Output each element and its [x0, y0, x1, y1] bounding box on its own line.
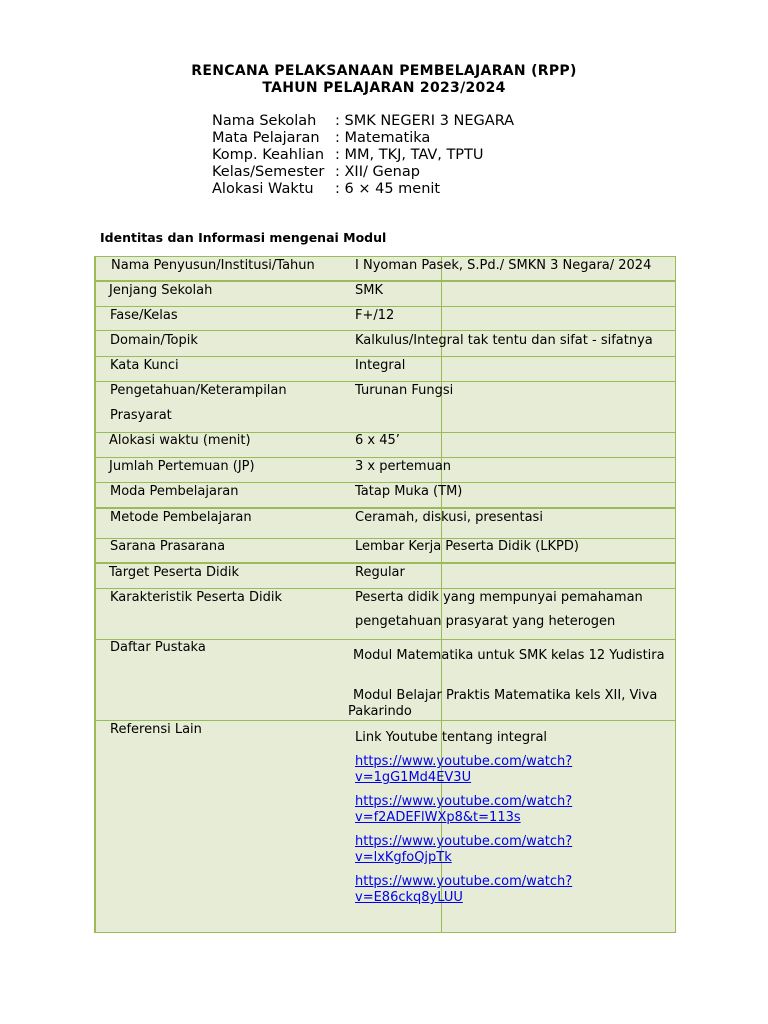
row-label-facilities: Sarana Prasarana: [110, 539, 226, 554]
row-value-time-allocation: 6 x 45’: [355, 433, 400, 448]
row-value-bibliography-2: Modul Belajar Praktis Matematika kels XII, Viva Pakarindo: [348, 688, 658, 719]
row-divider: [94, 330, 676, 331]
row-value-meetings: 3 x pertemuan: [355, 459, 452, 474]
youtube-link-2[interactable]: [355, 794, 615, 826]
row-label-keyword: Kata Kunci: [110, 358, 179, 373]
row-label-domain: Domain/Topik: [110, 333, 198, 348]
row-value-target: Regular: [355, 565, 405, 580]
row-label-other-references: Referensi Lain: [110, 722, 202, 737]
module-info-table: [94, 256, 676, 933]
row-value-school-level: SMK: [355, 283, 383, 298]
row-label-meetings: Jumlah Pertemuan (JP): [109, 459, 255, 474]
info-label: Kelas/Semester: [212, 164, 325, 180]
row-label-prerequisite: Pengetahuan/Keterampilan: [110, 383, 287, 398]
row-label-learning-method: Metode Pembelajaran: [110, 510, 252, 525]
youtube-link-text[interactable]: https://www.youtube.com/watch? v=1gG1Md4EV3U: [355, 754, 573, 785]
row-value-characteristics-line2: pengetahuan prasyarat yang heterogen: [355, 614, 616, 629]
info-label: Nama Sekolah: [212, 113, 317, 129]
row-value-facilities: Lembar Kerja Peserta Didik (LKPD): [355, 539, 579, 554]
youtube-link-text[interactable]: https://www.youtube.com/watch? v=E86ckq8yLUU: [355, 874, 573, 905]
academic-year-title: TAHUN PELAJARAN 2023/2024: [262, 80, 506, 96]
table-border: [675, 256, 676, 933]
row-label-author: Nama Penyusun/Institusi/Tahun: [111, 258, 315, 273]
row-label-prerequisite-line2: Prasyarat: [110, 408, 172, 423]
row-value-learning-mode: Tatap Muka (TM): [355, 484, 463, 499]
row-divider: [94, 356, 676, 357]
row-divider: [94, 306, 676, 307]
info-label: Alokasi Waktu: [212, 181, 314, 197]
row-divider: [94, 507, 676, 509]
info-value: : XII/ Genap: [335, 164, 420, 180]
info-value: : Matematika: [335, 130, 431, 146]
row-value-keyword: Integral: [355, 358, 406, 373]
row-value-domain: Kalkulus/Integral tak tentu dan sifat - sifatnya: [355, 333, 653, 348]
section-title: Identitas dan Informasi mengenai Modul: [100, 230, 387, 245]
info-value: : SMK NEGERI 3 NEGARA: [335, 113, 515, 129]
row-divider: [94, 280, 676, 282]
row-divider: [94, 720, 676, 721]
info-value: : MM, TKJ, TAV, TPTU: [335, 147, 484, 163]
row-label-characteristics: Karakteristik Peserta Didik: [110, 590, 282, 605]
row-value-author: I Nyoman Pasek, S.Pd./ SMKN 3 Negara/ 2024: [355, 258, 652, 273]
youtube-link-text[interactable]: https://www.youtube.com/watch? v=lxKgfoQjpTk: [355, 834, 573, 865]
row-value-phase: F+/12: [355, 308, 395, 323]
row-divider: [94, 381, 676, 382]
row-label-target: Target Peserta Didik: [109, 565, 240, 580]
youtube-link-3[interactable]: [355, 834, 615, 866]
table-border: [94, 932, 676, 933]
row-value-characteristics: Peserta didik yang mempunyai pemahaman: [355, 590, 643, 605]
youtube-link-4[interactable]: [355, 874, 615, 906]
row-label-time-allocation: Alokasi waktu (menit): [109, 433, 251, 448]
info-value: : 6 × 45 menit: [335, 181, 441, 197]
info-label: Komp. Keahlian: [212, 147, 325, 163]
info-label: Mata Pelajaran: [212, 130, 320, 146]
row-divider: [94, 562, 676, 564]
row-label-bibliography: Daftar Pustaka: [110, 640, 206, 655]
row-value-learning-method: Ceramah, diskusi, presentasi: [355, 510, 543, 525]
row-label-school-level: Jenjang Sekolah: [109, 283, 213, 298]
document-title: RENCANA PELAKSANAAN PEMBELAJARAN (RPP): [191, 63, 577, 79]
row-divider: [94, 482, 676, 483]
row-value-bibliography-1: Modul Matematika untuk SMK kelas 12 Yudistira: [353, 648, 665, 663]
youtube-link-1[interactable]: [355, 754, 615, 786]
row-divider: [94, 457, 676, 458]
row-divider: [94, 588, 676, 589]
row-value-other-references: Link Youtube tentang integral: [355, 730, 548, 745]
row-label-learning-mode: Moda Pembelajaran: [110, 484, 239, 499]
row-label-phase: Fase/Kelas: [110, 308, 178, 323]
table-border: [94, 256, 96, 933]
youtube-link-text[interactable]: https://www.youtube.com/watch? v=f2ADEFlWXp8&t=113s: [355, 794, 573, 825]
table-border: [94, 256, 676, 257]
row-value-prerequisite: Turunan Fungsi: [355, 383, 454, 398]
